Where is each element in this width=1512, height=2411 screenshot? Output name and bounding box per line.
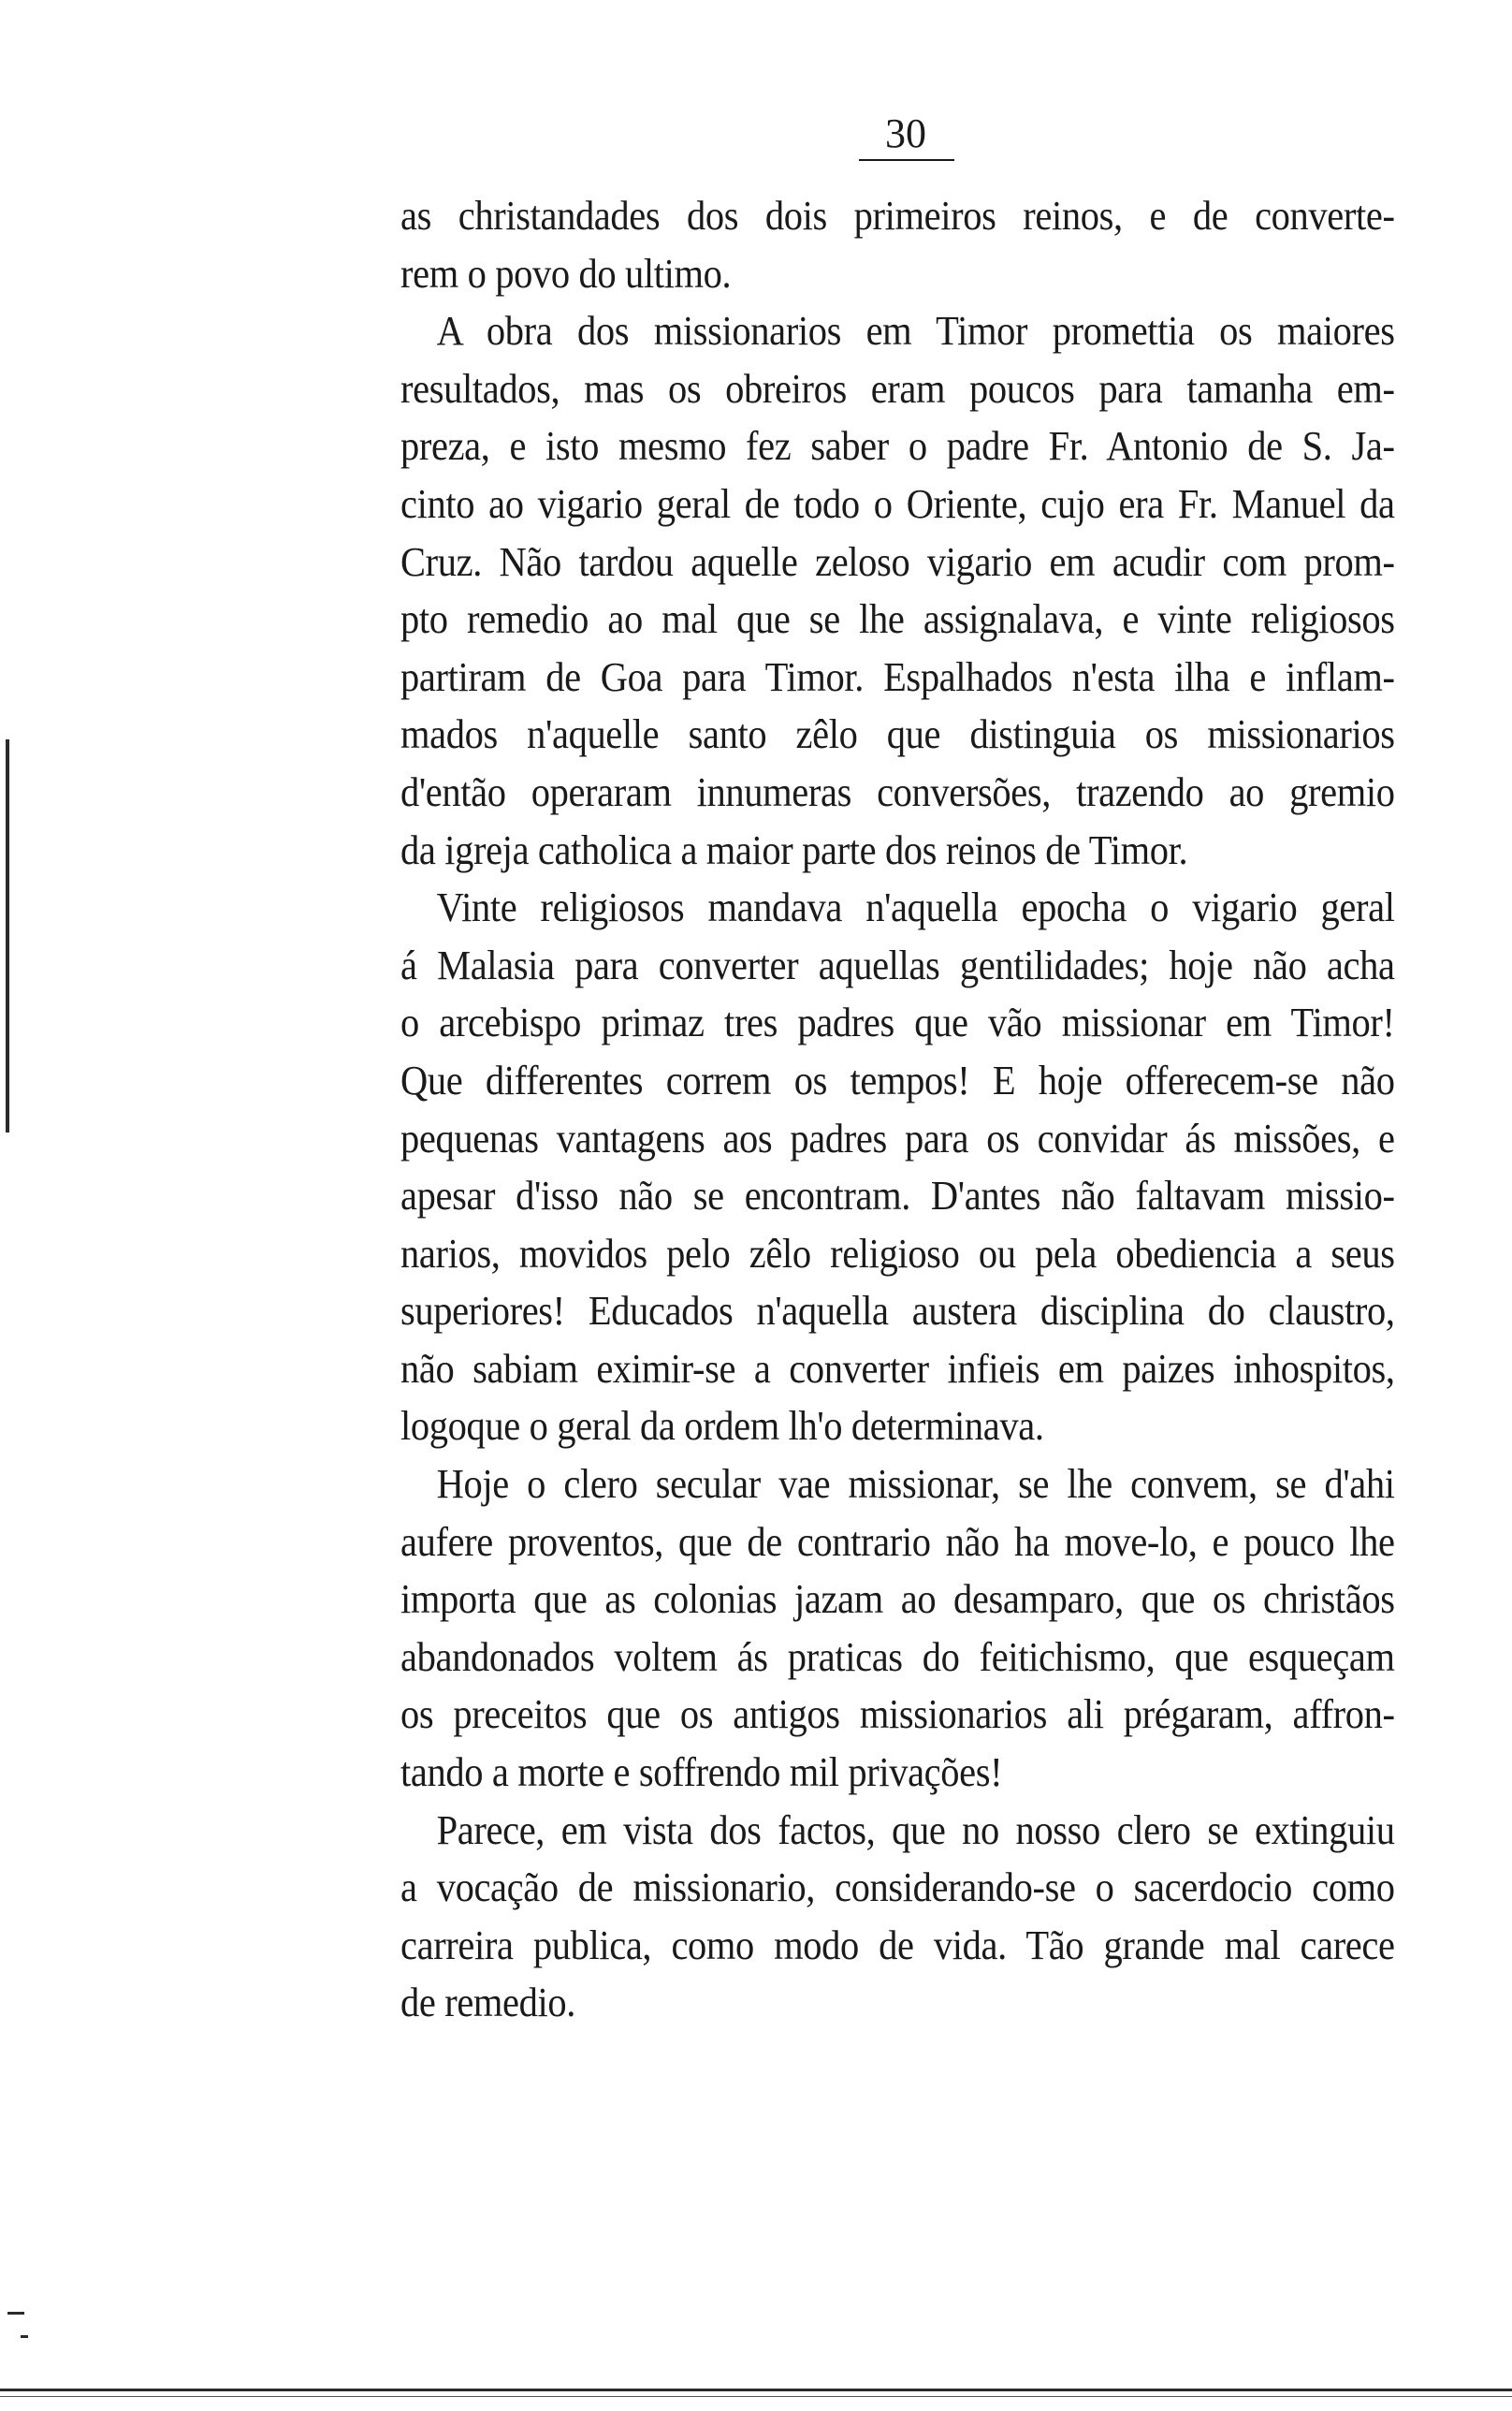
text-line: Vinte religiosos mandava n'aquella epocha o vigario geral (436, 884, 1395, 931)
paragraph-5 (400, 1802, 1394, 2032)
bottom-rule-thin (0, 2396, 1512, 2397)
text-line: d'então operaram innumeras conversões, trazendo ao gremio (400, 768, 1395, 815)
text-line: os preceitos que os antigos missionarios ali prégaram, affron- (400, 1691, 1395, 1738)
text-line: á Malasia para converter aquellas gentilidades; hoje não acha (400, 942, 1395, 988)
text-line: Parece, em vista dos factos, que no nosso clero se extinguiu (436, 1806, 1395, 1853)
text-line: logoque o geral da ordem lh'o determinava. (400, 1403, 1044, 1450)
text-line: apesar d'isso não se encontram. D'antes não faltavam missio- (400, 1173, 1395, 1220)
paragraph-2 (400, 302, 1394, 879)
text-line: partiram de Goa para Timor. Espalhados n'esta ilha e inflam- (400, 653, 1395, 700)
text-line: aufere proventos, que de contrario não ha move-lo, e pouco lhe (400, 1518, 1395, 1565)
page-number: 30 (885, 110, 926, 156)
paragraph-1 (400, 187, 1394, 302)
text-line: as christandades dos dois primeiros reinos, e de converte- (400, 193, 1395, 239)
text-line: abandonados voltem ás praticas do feitichismo, que esqueçam (400, 1633, 1395, 1680)
text-line: narios, movidos pelo zêlo religioso ou pela obediencia a seus (400, 1230, 1395, 1277)
text-line: da igreja catholica a maior parte dos reinos de Timor. (400, 826, 1188, 873)
text-line: o arcebispo primaz tres padres que vão missionar em Timor! (400, 1000, 1395, 1046)
text-line: Que differentes correm os tempos! E hoje offerecem-se não (400, 1057, 1395, 1103)
text-line: preza, e isto mesmo fez saber o padre Fr. Antonio de S. Ja- (400, 423, 1395, 470)
binding-edge-mark (21, 2335, 28, 2338)
text-line: a vocação de missionario, considerando-se o sacerdocio como (400, 1864, 1395, 1911)
text-line: importa que as colonias jazam ao desamparo, que os christãos (400, 1576, 1395, 1623)
text-line: cinto ao vigario geral de todo o Oriente, cujo era Fr. Manuel da (400, 480, 1395, 527)
binding-edge-mark (6, 739, 9, 1132)
paragraph-4 (400, 1455, 1394, 1802)
text-line: pequenas vantagens aos padres para os convidar ás missões, e (400, 1115, 1395, 1162)
text-line: não sabiam eximir-se a converter infieis em paizes inhospitos, (400, 1345, 1395, 1392)
text-line: mados n'aquelle santo zêlo que distinguia os missionarios (400, 711, 1395, 758)
text-line: Hoje o clero secular vae missionar, se lhe convem, se d'ahi (436, 1461, 1395, 1508)
text-line: pto remedio ao mal que se lhe assignalava, e vinte religiosos (400, 596, 1395, 643)
text-line: superiores! Educados n'aquella austera disciplina do claustro, (400, 1288, 1395, 1335)
bottom-rule (0, 2389, 1512, 2391)
text-line: resultados, mas os obreiros eram poucos para tamanha em- (400, 365, 1395, 412)
binding-edge-mark (7, 2312, 24, 2315)
page-number-rule (859, 159, 954, 161)
text-line: Cruz. Não tardou aquelle zeloso vigario em acudir com prom- (400, 538, 1395, 585)
text-line: A obra dos missionarios em Timor promettia os maiores (436, 308, 1395, 355)
text-line: tando a morte e soffrendo mil privações! (400, 1749, 1003, 1796)
text-line: carreira publica, como modo de vida. Tão grande mal carece (400, 1921, 1395, 1968)
paragraph-3 (400, 879, 1394, 1455)
text-line: rem o povo do ultimo. (400, 250, 732, 297)
body-text (400, 187, 1394, 2032)
text-line: de remedio. (400, 1980, 576, 2026)
